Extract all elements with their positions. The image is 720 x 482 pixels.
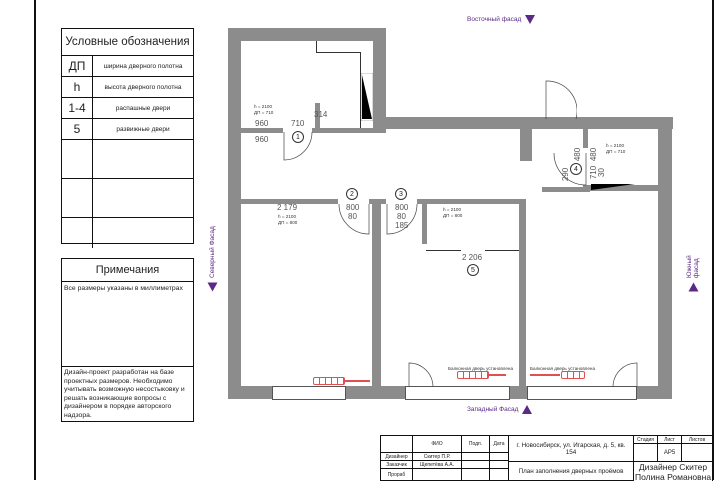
wall bbox=[373, 28, 386, 130]
frame-right-border bbox=[712, 0, 714, 480]
legend-row bbox=[62, 98, 193, 119]
wall bbox=[228, 28, 241, 398]
door-1-spec: h = 2100 ДП = 710 bbox=[254, 104, 274, 115]
stamp-cell bbox=[462, 461, 490, 469]
notes-units: Все размеры указаны в миллиметрах bbox=[62, 282, 193, 367]
facade-arrow-icon bbox=[522, 405, 532, 414]
stamp-header-fio: ФИО bbox=[413, 436, 462, 453]
notes-table bbox=[61, 258, 194, 422]
legend-row-empty bbox=[62, 218, 193, 248]
stamp-name: Скитер П.Р. bbox=[413, 453, 462, 461]
east-facade-text: Восточный фасад bbox=[467, 16, 522, 23]
stamp-role: Дизайнер bbox=[381, 453, 413, 461]
wall bbox=[228, 28, 386, 41]
door-2-spec: h = 2100 ДП = 800 bbox=[278, 214, 298, 225]
dimension: 800 bbox=[346, 203, 360, 212]
stamp-cell bbox=[462, 453, 490, 461]
north-facade-label bbox=[208, 226, 217, 292]
balcony-door-note: Балконная дверь установлена bbox=[530, 366, 596, 371]
legend-value: ширина дверного полотна bbox=[103, 62, 183, 70]
dimension: 2 206 bbox=[462, 253, 483, 262]
frame-left-border bbox=[34, 0, 36, 480]
dimension: 314 bbox=[314, 110, 328, 119]
door-5-marker: 5 bbox=[467, 264, 479, 276]
window bbox=[272, 386, 346, 400]
title-block bbox=[380, 435, 713, 481]
legend-row bbox=[62, 77, 193, 98]
balcony-door-note: Балконная дверь установлена bbox=[448, 366, 514, 371]
radiator-icon bbox=[561, 371, 585, 379]
stamp-role: Прораб bbox=[381, 469, 413, 481]
radiator-icon bbox=[457, 371, 489, 379]
wall bbox=[658, 117, 672, 399]
legend-title: Условные обозначения bbox=[62, 29, 193, 56]
dimension: 960 bbox=[255, 135, 269, 144]
legend-value: развижные двери bbox=[116, 125, 170, 133]
legend-value: высота дверного полотна bbox=[104, 83, 182, 91]
wardrobe-icon bbox=[590, 183, 636, 191]
legend-row bbox=[62, 56, 193, 77]
legend-key: ДП bbox=[62, 56, 93, 76]
stamp-address: г. Новосибирск, ул. Игарская, д. 5, кв. 154 bbox=[509, 436, 634, 462]
stamp-cell bbox=[462, 469, 490, 481]
stamp-sheet-value: АР5 bbox=[658, 444, 682, 462]
north-facade-text: Северный Фасад bbox=[209, 226, 216, 278]
dimension: 960 bbox=[255, 119, 269, 128]
dimension: 80 bbox=[397, 212, 406, 221]
wall bbox=[542, 187, 590, 192]
wall bbox=[520, 129, 532, 161]
balcony-door-swing-icon bbox=[612, 362, 638, 388]
west-facade-text: Западный Фасад bbox=[467, 406, 519, 413]
stamp-cell bbox=[490, 461, 509, 469]
legend-key: 5 bbox=[62, 119, 93, 139]
sliding-door-line bbox=[485, 250, 519, 251]
dimension: 710 bbox=[291, 119, 305, 128]
sliding-door-line bbox=[426, 250, 461, 251]
dimension: 290 bbox=[561, 167, 571, 182]
door-4-spec: h = 2100 ДП = 710 bbox=[606, 143, 626, 154]
stamp-stage-label: Стадия bbox=[634, 436, 658, 444]
stamp-header-date: Дата bbox=[490, 436, 509, 453]
radiator-icon bbox=[313, 377, 345, 385]
stamp-cell bbox=[490, 469, 509, 481]
legend-key: h bbox=[62, 77, 93, 97]
stamp-role: Заказчик bbox=[381, 461, 413, 469]
wall bbox=[519, 199, 526, 398]
door-1-marker: 1 bbox=[292, 131, 304, 143]
dimension: 185 bbox=[395, 221, 409, 230]
west-facade-label bbox=[467, 405, 532, 414]
stamp-sheet-title: План заполнения дверных проёмов bbox=[509, 462, 634, 481]
stamp-name bbox=[413, 469, 462, 481]
stamp-cell bbox=[381, 436, 413, 453]
wardrobe-icon bbox=[361, 73, 373, 121]
dimension: 80 bbox=[348, 212, 357, 221]
legend-table bbox=[61, 28, 194, 244]
door-2-marker: 2 bbox=[346, 188, 358, 200]
south-facade-text: Южный фасад bbox=[686, 255, 700, 278]
dimension: 710 bbox=[589, 165, 599, 180]
dimension: 30 bbox=[596, 168, 606, 177]
legend-key: 1-4 bbox=[62, 98, 93, 118]
facade-arrow-icon bbox=[208, 283, 218, 292]
legend-row-empty bbox=[62, 140, 193, 179]
wall bbox=[373, 117, 673, 129]
door-3-marker: 3 bbox=[395, 188, 407, 200]
radiator-pipe bbox=[344, 380, 370, 382]
stamp-designer: Дизайнер Скитер Полина Романовна bbox=[634, 461, 712, 482]
stamp-stage-value bbox=[634, 444, 658, 462]
dimension: 480 bbox=[589, 147, 599, 162]
entrance-door-swing-icon bbox=[545, 80, 577, 120]
stamp-cell bbox=[490, 453, 509, 461]
stamp-sheets-label: Листов bbox=[682, 436, 713, 444]
duct-line bbox=[316, 52, 361, 53]
facade-arrow-icon bbox=[525, 15, 535, 24]
legend-row bbox=[62, 119, 193, 140]
stamp-sheet-label: Лист bbox=[658, 436, 682, 444]
balcony-window bbox=[405, 386, 510, 400]
south-facade-label bbox=[686, 255, 700, 292]
wall bbox=[422, 204, 427, 244]
door-3-spec: h = 2100 ДП = 800 bbox=[443, 207, 463, 218]
wall bbox=[372, 204, 381, 398]
wall bbox=[583, 120, 588, 148]
door-4-marker: 4 bbox=[570, 163, 582, 175]
radiator-pipe bbox=[530, 374, 560, 376]
radiator-pipe bbox=[488, 374, 506, 376]
dimension: 800 bbox=[395, 203, 409, 212]
facade-arrow-icon bbox=[688, 283, 698, 292]
balcony-window bbox=[527, 386, 637, 400]
wall bbox=[312, 128, 386, 133]
notes-title: Примечания bbox=[62, 259, 193, 282]
stamp-sheets-value bbox=[682, 444, 713, 462]
legend-row-empty bbox=[62, 179, 193, 218]
legend-value: распашные двери bbox=[115, 104, 171, 112]
dimension: 2 179 bbox=[277, 203, 298, 212]
wall bbox=[417, 199, 526, 204]
dimension: 480 bbox=[573, 147, 583, 162]
stamp-name: Щепетёва А.А. bbox=[413, 461, 462, 469]
wall bbox=[241, 128, 283, 133]
balcony-door-swing-icon bbox=[408, 362, 434, 388]
east-facade-label bbox=[467, 15, 535, 24]
notes-disclaimer: Дизайн-проект разработан на базе проектных размеров. Необходимо учитывать возможную несостыковку и решать возникающие вопросы с дизайнером в порядке авторского надзора. bbox=[64, 369, 185, 419]
stamp-header-sign: Подп. bbox=[462, 436, 490, 453]
